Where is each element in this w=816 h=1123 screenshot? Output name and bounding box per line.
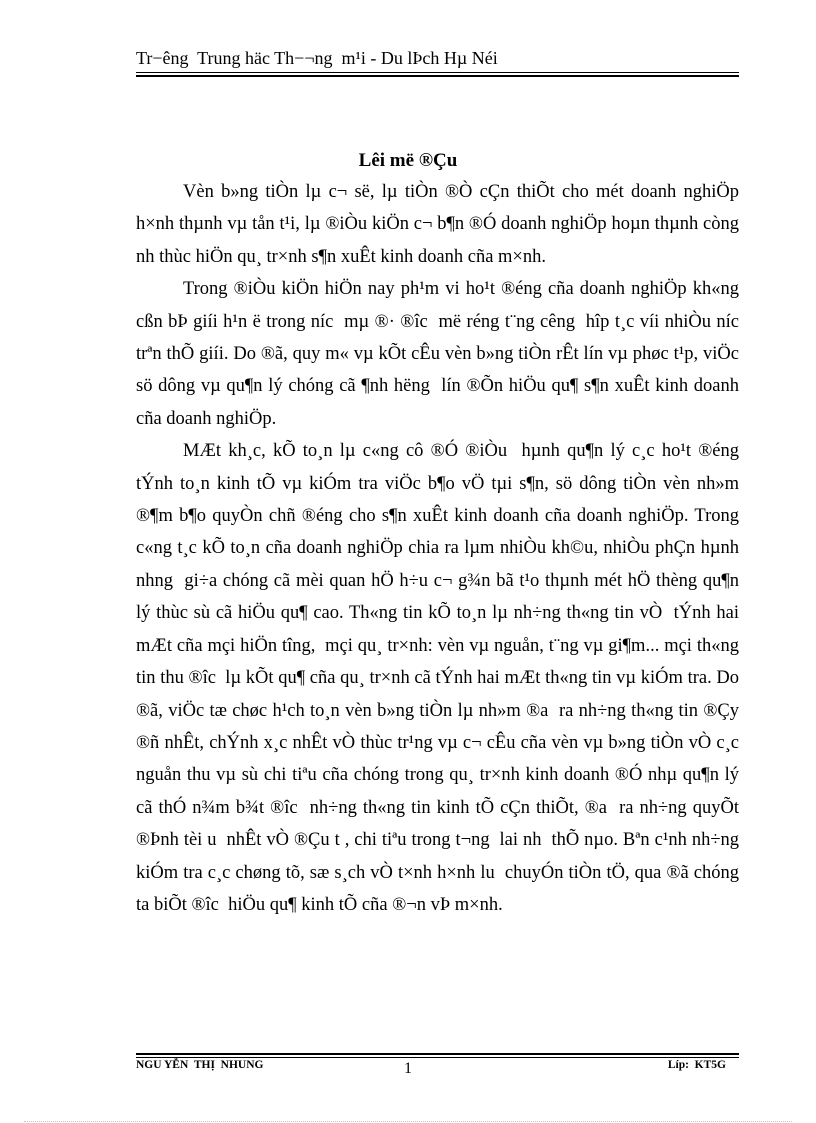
document-body	[136, 176, 749, 921]
header-rule-thin	[136, 72, 739, 73]
paragraph-3: MÆt kh¸c, kÕ to¸n lµ c«ng cô ®Ó ®iÒu hµnh qu¶n lý c¸c ho¹t ®éng tÝnh to¸n kinh tÕ vµ kiÓm tra viÖc b¶o vÖ tµi s¶n, sö dông tiÒn vèn nh»m ®¶m b¶o quyÒn chñ ®éng cho s¶n xuÊt kinh doanh cña doanh nghiÖp. Trong c«ng t¸c kÕ to¸n cña doanh nghiÖp chia ra lµm nhiÒu kh©u, nhiÒu phÇn hµnh nhng gi÷a chóng cã mèi quan hÖ h÷u c¬ g¾n bã t¹o thµnh mét hÖ thèng qu¶n lý thùc sù cã hiÖu qu¶ cao. Th«ng tin kÕ to¸n lµ nh÷ng th«ng tin vÒ tÝnh hai mÆt cña mçi hiÖn tîng, mçi qu¸ tr×nh: vèn vµ nguån, t¨ng vµ gi¶m... mçi th«ng tin thu ®îc lµ kÕt qu¶ cña qu¸ tr×nh cã tÝnh hai mÆt th«ng tin vµ kiÓm tra. Do ®ã, viÖc tæ chøc h¹ch to¸n vèn b»ng tiÒn lµ nh»m ®a ra nh÷ng th«ng tin ®Çy ®ñ nhÊt, chÝnh x¸c nhÊt vÒ thùc tr¹ng vµ c¬ cÊu cña vèn vµ b»ng tiÒn vÒ c¸c nguån thu vµ sù chi tiªu cña chóng trong qu¸ tr×nh kinh doanh ®Ó nhµ qu¶n lý cã thÓ n¾m b¾t ®îc nh÷ng th«ng tin kinh tÕ cÇn thiÕt, ®a ra nh÷ng quyÕt ®Þnh tèi u nhÊt vÒ ®Çu t , chi tiªu trong t¬ng lai nh thÕ nµo. Bªn c¹nh nh÷ng kiÓm tra c¸c chøng tõ, sæ s¸ch vÒ t×nh h×nh lu chuyÓn tiÒn tÖ, qua ®ã chóng ta biÕt ®îc hiÖu qu¶ kinh tÕ cña ®¬n vÞ m×nh.	[136, 441, 744, 915]
page-border-dotted	[24, 1121, 792, 1122]
document-title: Lêi më ®Çu	[358, 150, 458, 171]
paragraph-2: Trong ®iÒu kiÖn hiÖn nay ph¹m vi ho¹t ®éng cña doanh nghiÖp kh«ng cßn bÞ giíi h¹n ë trong níc mµ ®· ®îc më réng t¨ng cêng hîp t¸c víi nhiÒu níc trªn thÕ giíi. Do ®ã, quy m« vµ kÕt cÊu vèn b»ng tiÒn rÊt lín vµ phøc t¹p, viÖc sö dông vµ qu¶n lý chóng cã ¶nh hëng lín ®Õn hiÖu qu¶ s¶n xuÊt kinh doanh cña doanh nghiÖp.	[136, 279, 749, 429]
page-header: Tr−êng Trung häc Th−¬ng m¹i - Du lÞch Hµ Néi	[136, 48, 498, 68]
page-number: 1	[404, 1060, 412, 1077]
header-rule-thick	[136, 75, 739, 77]
footer-class: Líp: KT5G	[667, 1059, 726, 1071]
footer-rule-thin	[136, 1057, 739, 1058]
paragraph-1: Vèn b»ng tiÒn lµ c¬ së, lµ tiÒn ®Ò cÇn thiÕt cho mét doanh nghiÖp h×nh thµnh vµ tån t¹i, lµ ®iÒu kiÖn c¬ b¶n ®Ó doanh nghiÖp hoµn thµnh còng nh thùc hiÖn qu¸ tr×nh s¶n xuÊt kinh doanh cña m×nh.	[136, 182, 744, 267]
footer-rule-thick	[136, 1053, 739, 1055]
footer-author: NGU YỄN THỊ NHUNG	[136, 1059, 264, 1071]
